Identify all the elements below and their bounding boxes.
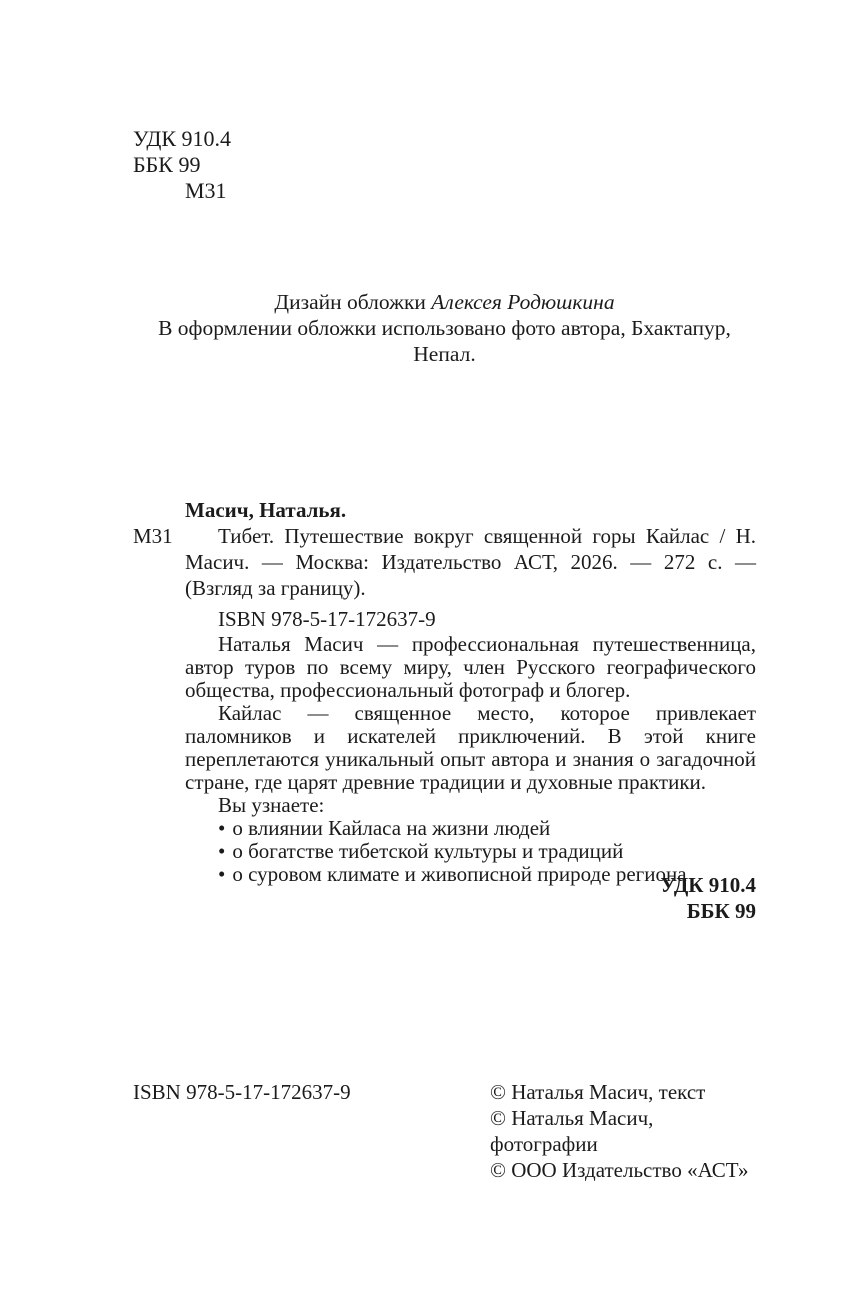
bib-author-heading: Масич, Наталья.	[185, 498, 347, 522]
author-sign-code: М31	[185, 178, 227, 203]
annotation-paragraph-1: Наталья Масич — профессиональная путешественница, автор туров по всему миру, член Русского географического общества, профессиональный фотограф и блогер.	[185, 632, 756, 702]
bullet-text: о суровом климате и живописной природе региона	[232, 862, 687, 886]
bib-isbn: ISBN 978-5-17-172637-9	[218, 607, 436, 631]
annotation-bullet-2	[185, 840, 756, 863]
annotation-block	[185, 633, 756, 886]
copyright-text-author: © Наталья Масич, текст	[490, 1080, 706, 1104]
copyright-photos: © Наталья Масич, фотографии	[490, 1106, 654, 1156]
annotation-bullet-1	[185, 817, 756, 840]
annotation-list-intro: Вы узнаете:	[218, 793, 325, 817]
bullet-icon: •	[218, 816, 226, 840]
bullet-text: о влиянии Кайласа на жизни людей	[232, 816, 551, 840]
cover-design-credit	[133, 289, 756, 315]
classification-block	[133, 126, 231, 204]
bullet-text: о богатстве тибетской культуры и традиций	[232, 839, 624, 863]
designer-name: Алексея Родюшкина	[431, 290, 615, 314]
bullet-icon: •	[218, 862, 226, 886]
bullet-icon: •	[218, 839, 226, 863]
bbk-code: ББК 99	[133, 152, 201, 177]
isbn-footer: ISBN 978-5-17-172637-9	[133, 1080, 351, 1104]
udk-code-footer: УДК 910.4	[660, 873, 756, 897]
udk-code: УДК 910.4	[133, 126, 232, 151]
design-credit-prefix: Дизайн обложки	[274, 290, 432, 314]
annotation-paragraph-2: Кайлас — священное место, которое привлекает паломников и искателей приключений. В этой книге переплетаются уникальный опыт автора и знания о загадочной стране, где царят древние традиции и духовные практики.	[185, 701, 756, 794]
cover-credit-block	[133, 289, 756, 367]
copyright-publisher: © ООО Издательство «АСТ»	[490, 1158, 749, 1182]
bbk-code-footer: ББК 99	[686, 899, 756, 923]
classification-footer	[661, 872, 756, 924]
bib-author-code: М31	[133, 524, 173, 548]
cover-photo-note: В оформлении обложки использовано фото автора, Бхактапур, Непал.	[158, 316, 731, 366]
bib-description: Тибет. Путешествие вокруг священной горы Кайлас / Н. Масич. — Москва: Издательство АСТ, 2026. — 272 с. — (Взгляд за границу).	[185, 524, 756, 600]
copyright-list	[490, 1079, 756, 1183]
bib-entry	[133, 523, 756, 601]
bibliographic-record	[133, 497, 756, 632]
